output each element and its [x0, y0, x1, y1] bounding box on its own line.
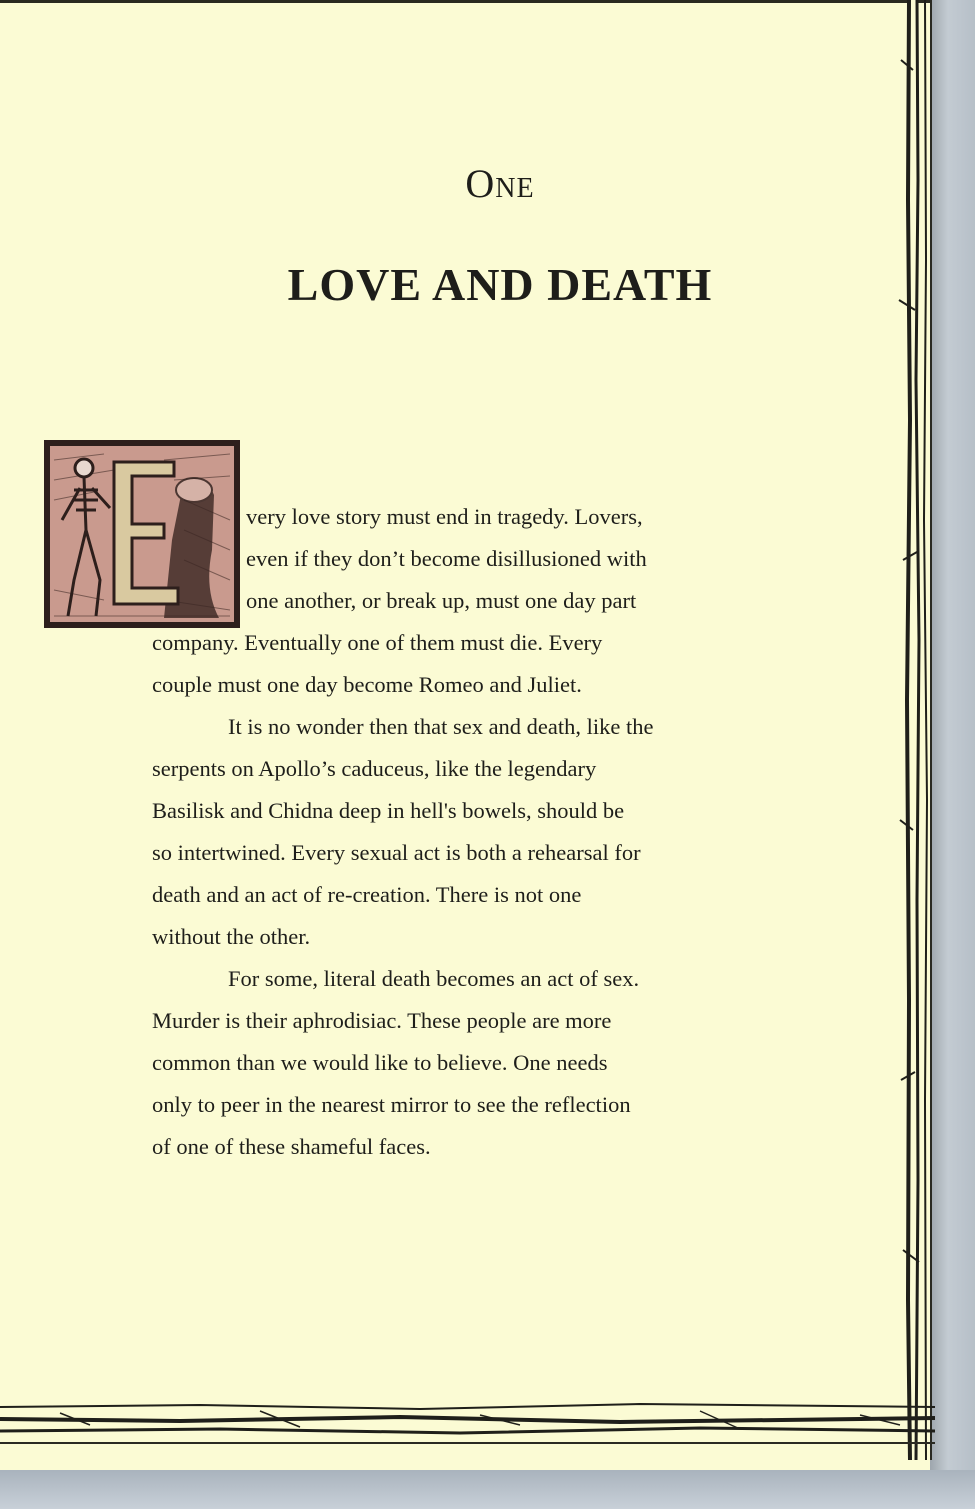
- text-line: It is no wonder then that sex and death, like the: [228, 714, 654, 739]
- text-line: common than we would like to believe. One needs: [152, 1050, 608, 1075]
- frame-bottom-border: [0, 1385, 935, 1460]
- top-edge-line: [0, 0, 930, 3]
- text-line: very love story must end in tragedy. Lovers,: [246, 504, 643, 529]
- chapter-number: One: [465, 161, 535, 206]
- frame-right-border: [895, 0, 935, 1460]
- text-line: one another, or break up, must one day part: [246, 588, 637, 613]
- text-line: Murder is their aphrodisiac. These people are more: [152, 1008, 612, 1033]
- text-line: even if they don’t become disillusioned with: [246, 546, 647, 571]
- text-line: death and an act of re-creation. There is not one: [152, 882, 582, 907]
- chapter-title: LOVE AND DEATH: [287, 259, 713, 310]
- page-edge-shadow-bottom: [0, 1470, 975, 1509]
- text-line: so intertwined. Every sexual act is both a rehearsal for: [152, 840, 641, 865]
- page-edge-shadow-right: [930, 0, 975, 1509]
- text-line: of one of these shameful faces.: [152, 1134, 431, 1159]
- text-line: company. Eventually one of them must die. Every: [152, 630, 603, 655]
- text-line: For some, literal death becomes an act of sex.: [228, 966, 640, 991]
- text-line: serpents on Apollo’s caduceus, like the legendary: [152, 756, 597, 781]
- text-line: couple must one day become Romeo and Juliet.: [152, 672, 582, 697]
- chapter-body: [152, 496, 852, 1168]
- text-line: without the other.: [152, 924, 311, 949]
- text-line: Basilisk and Chidna deep in hell's bowels, should be: [152, 798, 625, 823]
- text-line: only to peer in the nearest mirror to see the reflection: [152, 1092, 631, 1117]
- paragraph-1-dropcap-lines: [152, 496, 852, 622]
